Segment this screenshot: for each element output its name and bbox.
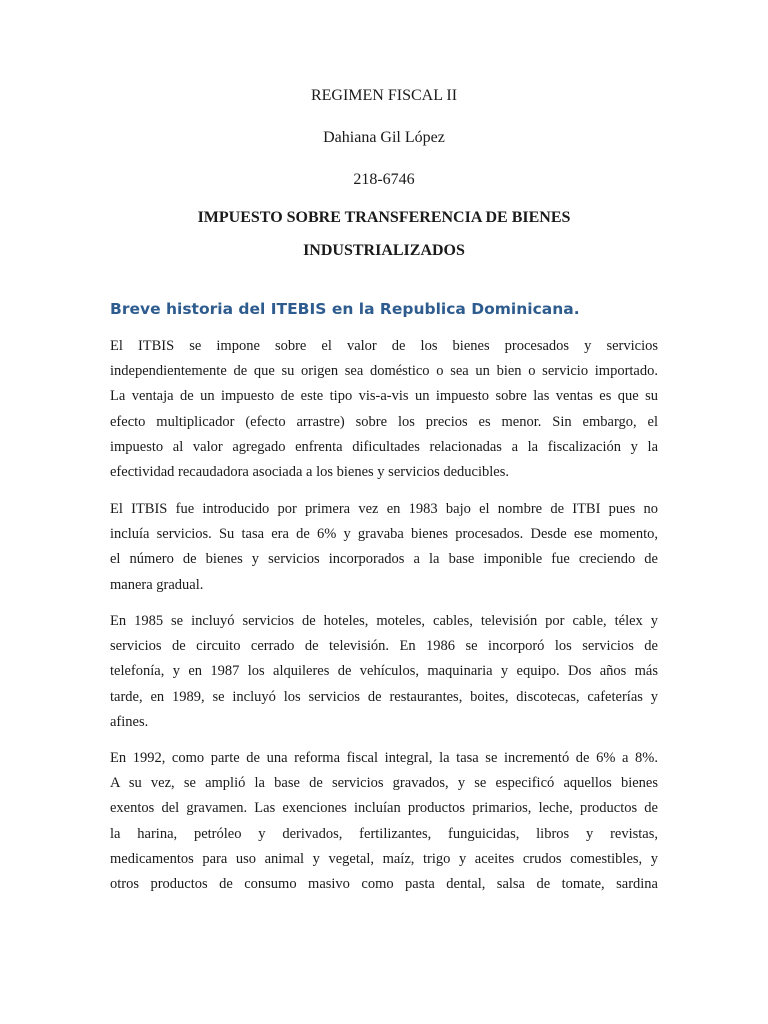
- paragraph-line: exentos del gravamen. Las exenciones incluían productos primarios, leche, productos de: [110, 800, 658, 817]
- student-id: 218-6746: [353, 171, 415, 188]
- paragraph-line: La ventaja de un impuesto de este tipo vis-a-vis un impuesto sobre las ventas es que su: [110, 388, 658, 405]
- paragraph-line: El ITBIS fue introducido por primera vez en 1983 bajo el nombre de ITBI pues no: [110, 501, 658, 517]
- paragraph-line: El ITBIS se impone sobre el valor de los bienes procesados y servicios: [110, 338, 658, 354]
- paragraph-line: tarde, en 1989, se incluyó los servicios de restaurantes, boites, discotecas, cafeterías y: [110, 688, 658, 705]
- paragraph-line: telefonía, y en 1987 los alquileres de vehículos, maquinaria y equipo. Dos años más: [110, 663, 658, 680]
- paragraph-line: el número de bienes y servicios incorporados a la base imponible fue creciendo de: [110, 551, 658, 568]
- paragraph-line: incluía servicios. Su tasa era de 6% y gravaba bienes procesados. Desde ese momento,: [110, 526, 658, 543]
- paragraph-line: la harina, petróleo y derivados, fertilizantes, funguicidas, libros y revistas,: [110, 825, 658, 842]
- document-title-line-2: INDUSTRIALIZADOS: [303, 242, 465, 259]
- paragraph-4: [110, 746, 658, 897]
- paragraph-line: manera gradual.: [110, 576, 204, 593]
- paragraph-line: impuesto al valor agregado enfrenta dificultades relacionadas a la fiscalización y la: [110, 438, 658, 455]
- paragraph-2: [110, 497, 658, 598]
- paragraph-line: otros productos de consumo masivo como pasta dental, salsa de tomate, sardina: [110, 875, 658, 892]
- paragraph-line: independientemente de que su origen sea doméstico o sea un bien o servicio importado.: [110, 363, 658, 380]
- document-title-line-1: IMPUESTO SOBRE TRANSFERENCIA DE BIENES: [197, 209, 571, 226]
- paragraph-line: servicios de circuito cerrado de televisión. En 1986 se incorporó los servicios de: [110, 638, 658, 655]
- paragraph-line: En 1985 se incluyó servicios de hoteles, moteles, cables, televisión por cable, télex y: [110, 613, 658, 629]
- paragraph-line: A su vez, se amplió la base de servicios gravados, y se especificó aquellos bienes: [110, 775, 658, 792]
- course-name: REGIMEN FISCAL II: [310, 87, 458, 104]
- paragraph-line: efectividad recaudadora asociada a los bienes y servicios deducibles.: [110, 463, 509, 480]
- paragraph-line: afines.: [110, 713, 149, 730]
- paragraph-1: [110, 334, 658, 485]
- paragraph-line: medicamentos para uso animal y vegetal, maíz, trigo y aceites crudos comestibles, y: [110, 850, 658, 867]
- section-heading: Breve historia del ITEBIS en la Republica Dominicana.: [110, 300, 580, 318]
- paragraph-line: efecto multiplicador (efecto arrastre) sobre los precios es menor. Sin embargo, el: [110, 413, 658, 430]
- student-name: Dahiana Gil López: [323, 129, 445, 146]
- paragraph-3: [110, 609, 658, 735]
- paragraph-line: En 1992, como parte de una reforma fiscal integral, la tasa se incrementó de 6% a 8%.: [110, 750, 658, 766]
